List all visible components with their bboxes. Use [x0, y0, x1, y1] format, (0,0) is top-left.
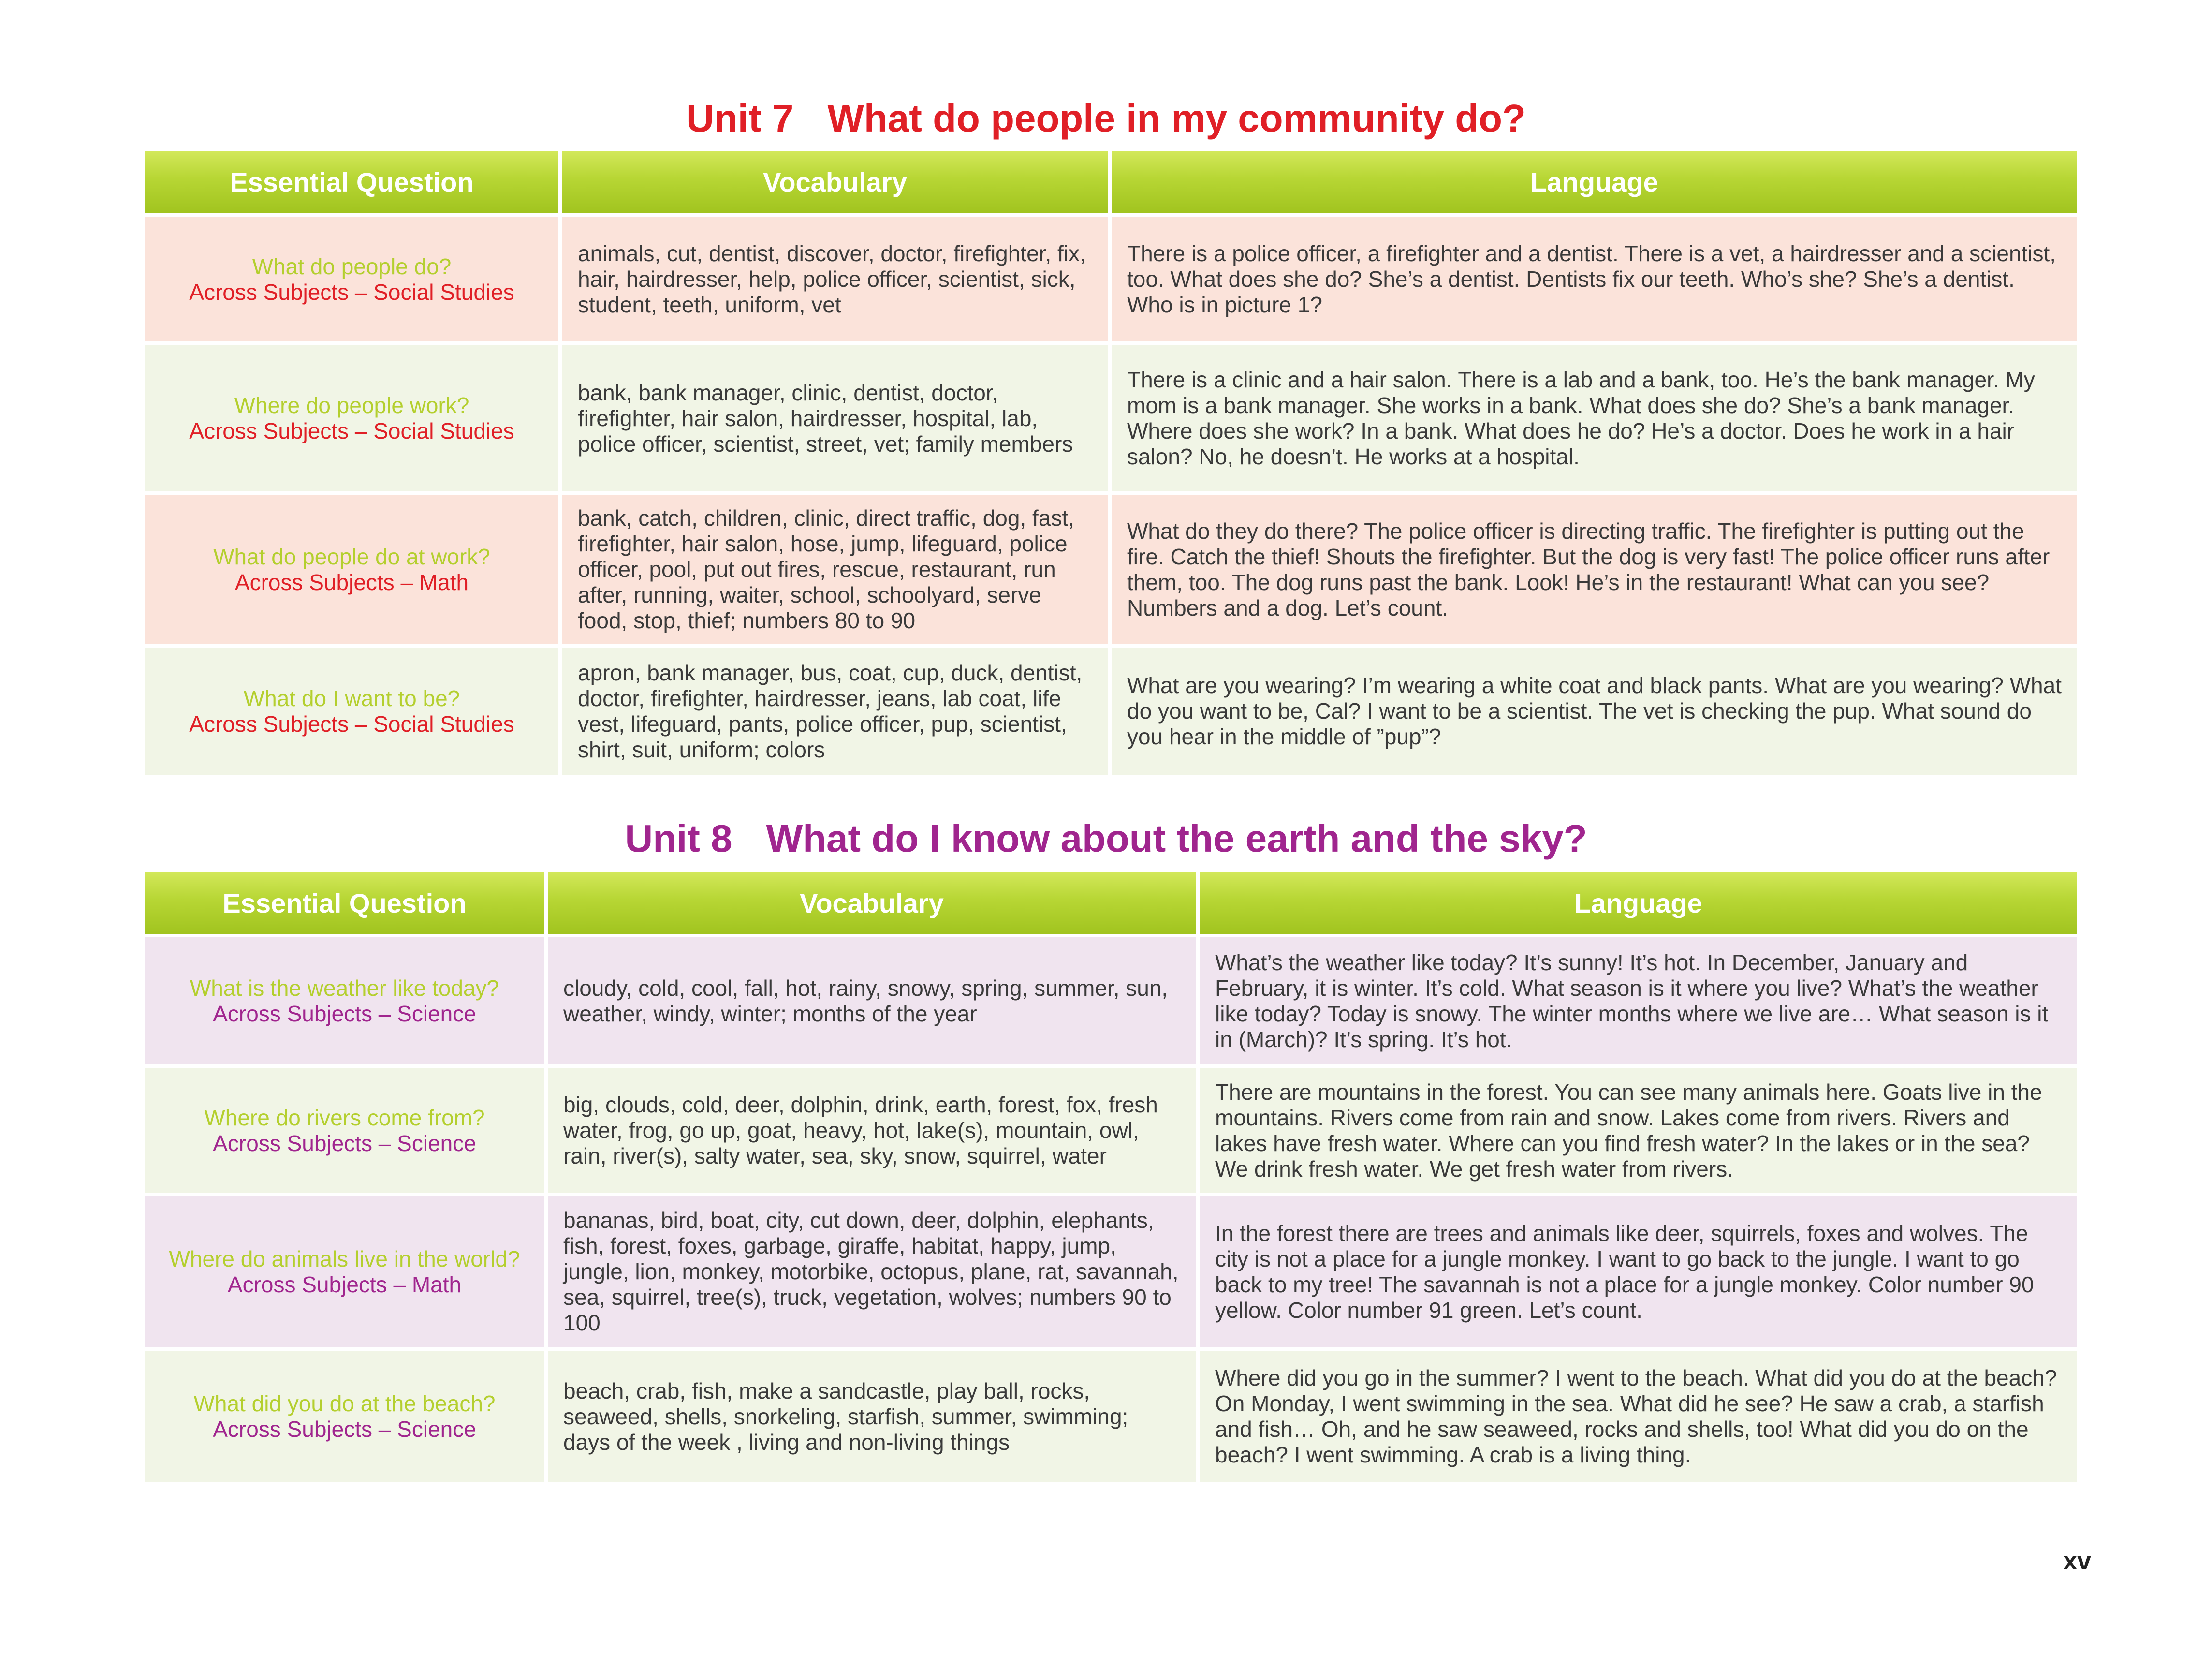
table-row-vocabulary: big, clouds, cold, deer, dolphin, drink, earth, forest, fox, fresh water, frog, go up, goat, heavy, hot, lake(s), mountain, owl, rain, river(s), salty water, sea, sky, snow, squirrel, water	[548, 1068, 1196, 1193]
unit-8-table	[145, 872, 2077, 1489]
unit-8-label: Unit 8	[625, 817, 732, 860]
table-row-language: What’s the weather like today? It’s sunny! It’s hot. In December, January and February, it is winter. It’s cold. What season is it where you live? What’s the weather like today? Today is snowy. The winter months where we live are… What season is it in (March)? It’s spring. It’s hot.	[1200, 937, 2077, 1064]
table-row-language: What are you wearing? I’m wearing a white coat and black pants. What are you wearing? What do you want to be, Cal? I want to be a scientist. The vet is checking the pup. What sound do you hear in the middle of ”pup”?	[1112, 648, 2077, 775]
table-row-vocabulary: animals, cut, dentist, discover, doctor, firefighter, fix, hair, hairdresser, help, police officer, scientist, sick, student, teeth, uniform, vet	[562, 217, 1108, 341]
table-row-question: What do I want to be? Across Subjects – Social Studies	[145, 648, 558, 775]
unit-7-label: Unit 7	[686, 97, 794, 140]
table-row-question: What do people do at work? Across Subjects – Math	[145, 495, 558, 644]
table-row-language: In the forest there are trees and animals like deer, squirrels, foxes and wolves. The city is not a place for a jungle monkey. I want to go back to the jungle. I want to go back to my tree! The savannah is not a place for a jungle monkey. Color number 90 yellow. Color number 91 green. Let’s count.	[1200, 1196, 2077, 1347]
header-vocabulary: Vocabulary	[562, 151, 1108, 213]
unit-7-title	[0, 94, 2212, 143]
header-vocabulary: Vocabulary	[548, 872, 1196, 934]
table-row-question: What is the weather like today? Across Subjects – Science	[145, 937, 544, 1064]
table-row-vocabulary: bank, bank manager, clinic, dentist, doctor, firefighter, hair salon, hairdresser, hospital, lab, police officer, scientist, street, vet; family members	[562, 345, 1108, 491]
header-essential-question: Essential Question	[145, 872, 544, 934]
table-row-question: Where do rivers come from? Across Subjects – Science	[145, 1068, 544, 1193]
table-row-question: Where do people work? Across Subjects – Social Studies	[145, 345, 558, 491]
unit-7-table	[145, 151, 2077, 788]
unit-7-question: What do people in my community do?	[827, 97, 1526, 140]
header-essential-question: Essential Question	[145, 151, 558, 213]
table-row-language: There is a police officer, a firefighter and a dentist. There is a vet, a hairdresser and a scientist, too. What does she do? She’s a dentist. Dentists fix our teeth. Who’s she? She’s a dentist. Who is in picture 1?	[1112, 217, 2077, 341]
table-row-vocabulary: bank, catch, children, clinic, direct traffic, dog, fast, firefighter, hair salon, hose, jump, lifeguard, police officer, pool, put out fires, rescue, restaurant, run after, running, waiter, school, schoolyard, serve food, stop, thief; numbers 80 to 90	[562, 495, 1108, 644]
table-row-vocabulary: apron, bank manager, bus, coat, cup, duck, dentist, doctor, firefighter, hairdresser, jeans, lab coat, life vest, lifeguard, pants, police officer, pup, scientist, shirt, suit, uniform; colors	[562, 648, 1108, 775]
table-row-question: What did you do at the beach? Across Subjects – Science	[145, 1351, 544, 1482]
header-language: Language	[1200, 872, 2077, 934]
table-row-language: There is a clinic and a hair salon. There is a lab and a bank, too. He’s the bank manager. My mom is a bank manager. She works in a bank. What does she do? She’s a bank manager. Where does she work? In a bank. What does he do? He’s a doctor. Does he work in a hair salon? No, he doesn’t. He works at a hospital.	[1112, 345, 2077, 491]
header-language: Language	[1112, 151, 2077, 213]
table-row-vocabulary: cloudy, cold, cool, fall, hot, rainy, snowy, spring, summer, sun, weather, windy, winter; months of the year	[548, 937, 1196, 1064]
page-number: xv	[2063, 1547, 2091, 1575]
table-row-language: There are mountains in the forest. You can see many animals here. Goats live in the mountains. Rivers come from rain and snow. Lakes come from rivers. Rivers and lakes have fresh water. Where can you find fresh water? In the lakes or in the sea? We drink fresh water. We get fresh water from rivers.	[1200, 1068, 2077, 1193]
table-row-question: Where do animals live in the world? Across Subjects – Math	[145, 1196, 544, 1347]
table-row-question: What do people do? Across Subjects – Social Studies	[145, 217, 558, 341]
table-row-language: What do they do there? The police officer is directing traffic. The firefighter is putting out the fire. Catch the thief! Shouts the firefighter. But the dog is very fast! The police officer runs after them, too. The dog runs past the bank. Look! He’s in the restaurant! What can you see? Numbers and a dog. Let’s count.	[1112, 495, 2077, 644]
unit-8-question: What do I know about the earth and the sky?	[766, 817, 1587, 860]
table-row-vocabulary: beach, crab, fish, make a sandcastle, play ball, rocks, seaweed, shells, snorkeling, starfish, summer, swimming; days of the week , living and non-living things	[548, 1351, 1196, 1482]
table-row-vocabulary: bananas, bird, boat, city, cut down, deer, dolphin, elephants, fish, forest, foxes, garbage, giraffe, habitat, happy, jump, jungle, lion, monkey, motorbike, octopus, plane, rat, savannah, sea, squirrel, tree(s), truck, vegetation, wolves; numbers 90 to 100	[548, 1196, 1196, 1347]
unit-8-title	[0, 814, 2212, 863]
table-row-language: Where did you go in the summer? I went to the beach. What did you do at the beach? On Monday, I went swimming in the sea. What did he see? He saw a crab, a starfish and fish… Oh, and he saw seaweed, rocks and shells, too! What did you do on the beach? I went swimming. A crab is a living thing.	[1200, 1351, 2077, 1482]
